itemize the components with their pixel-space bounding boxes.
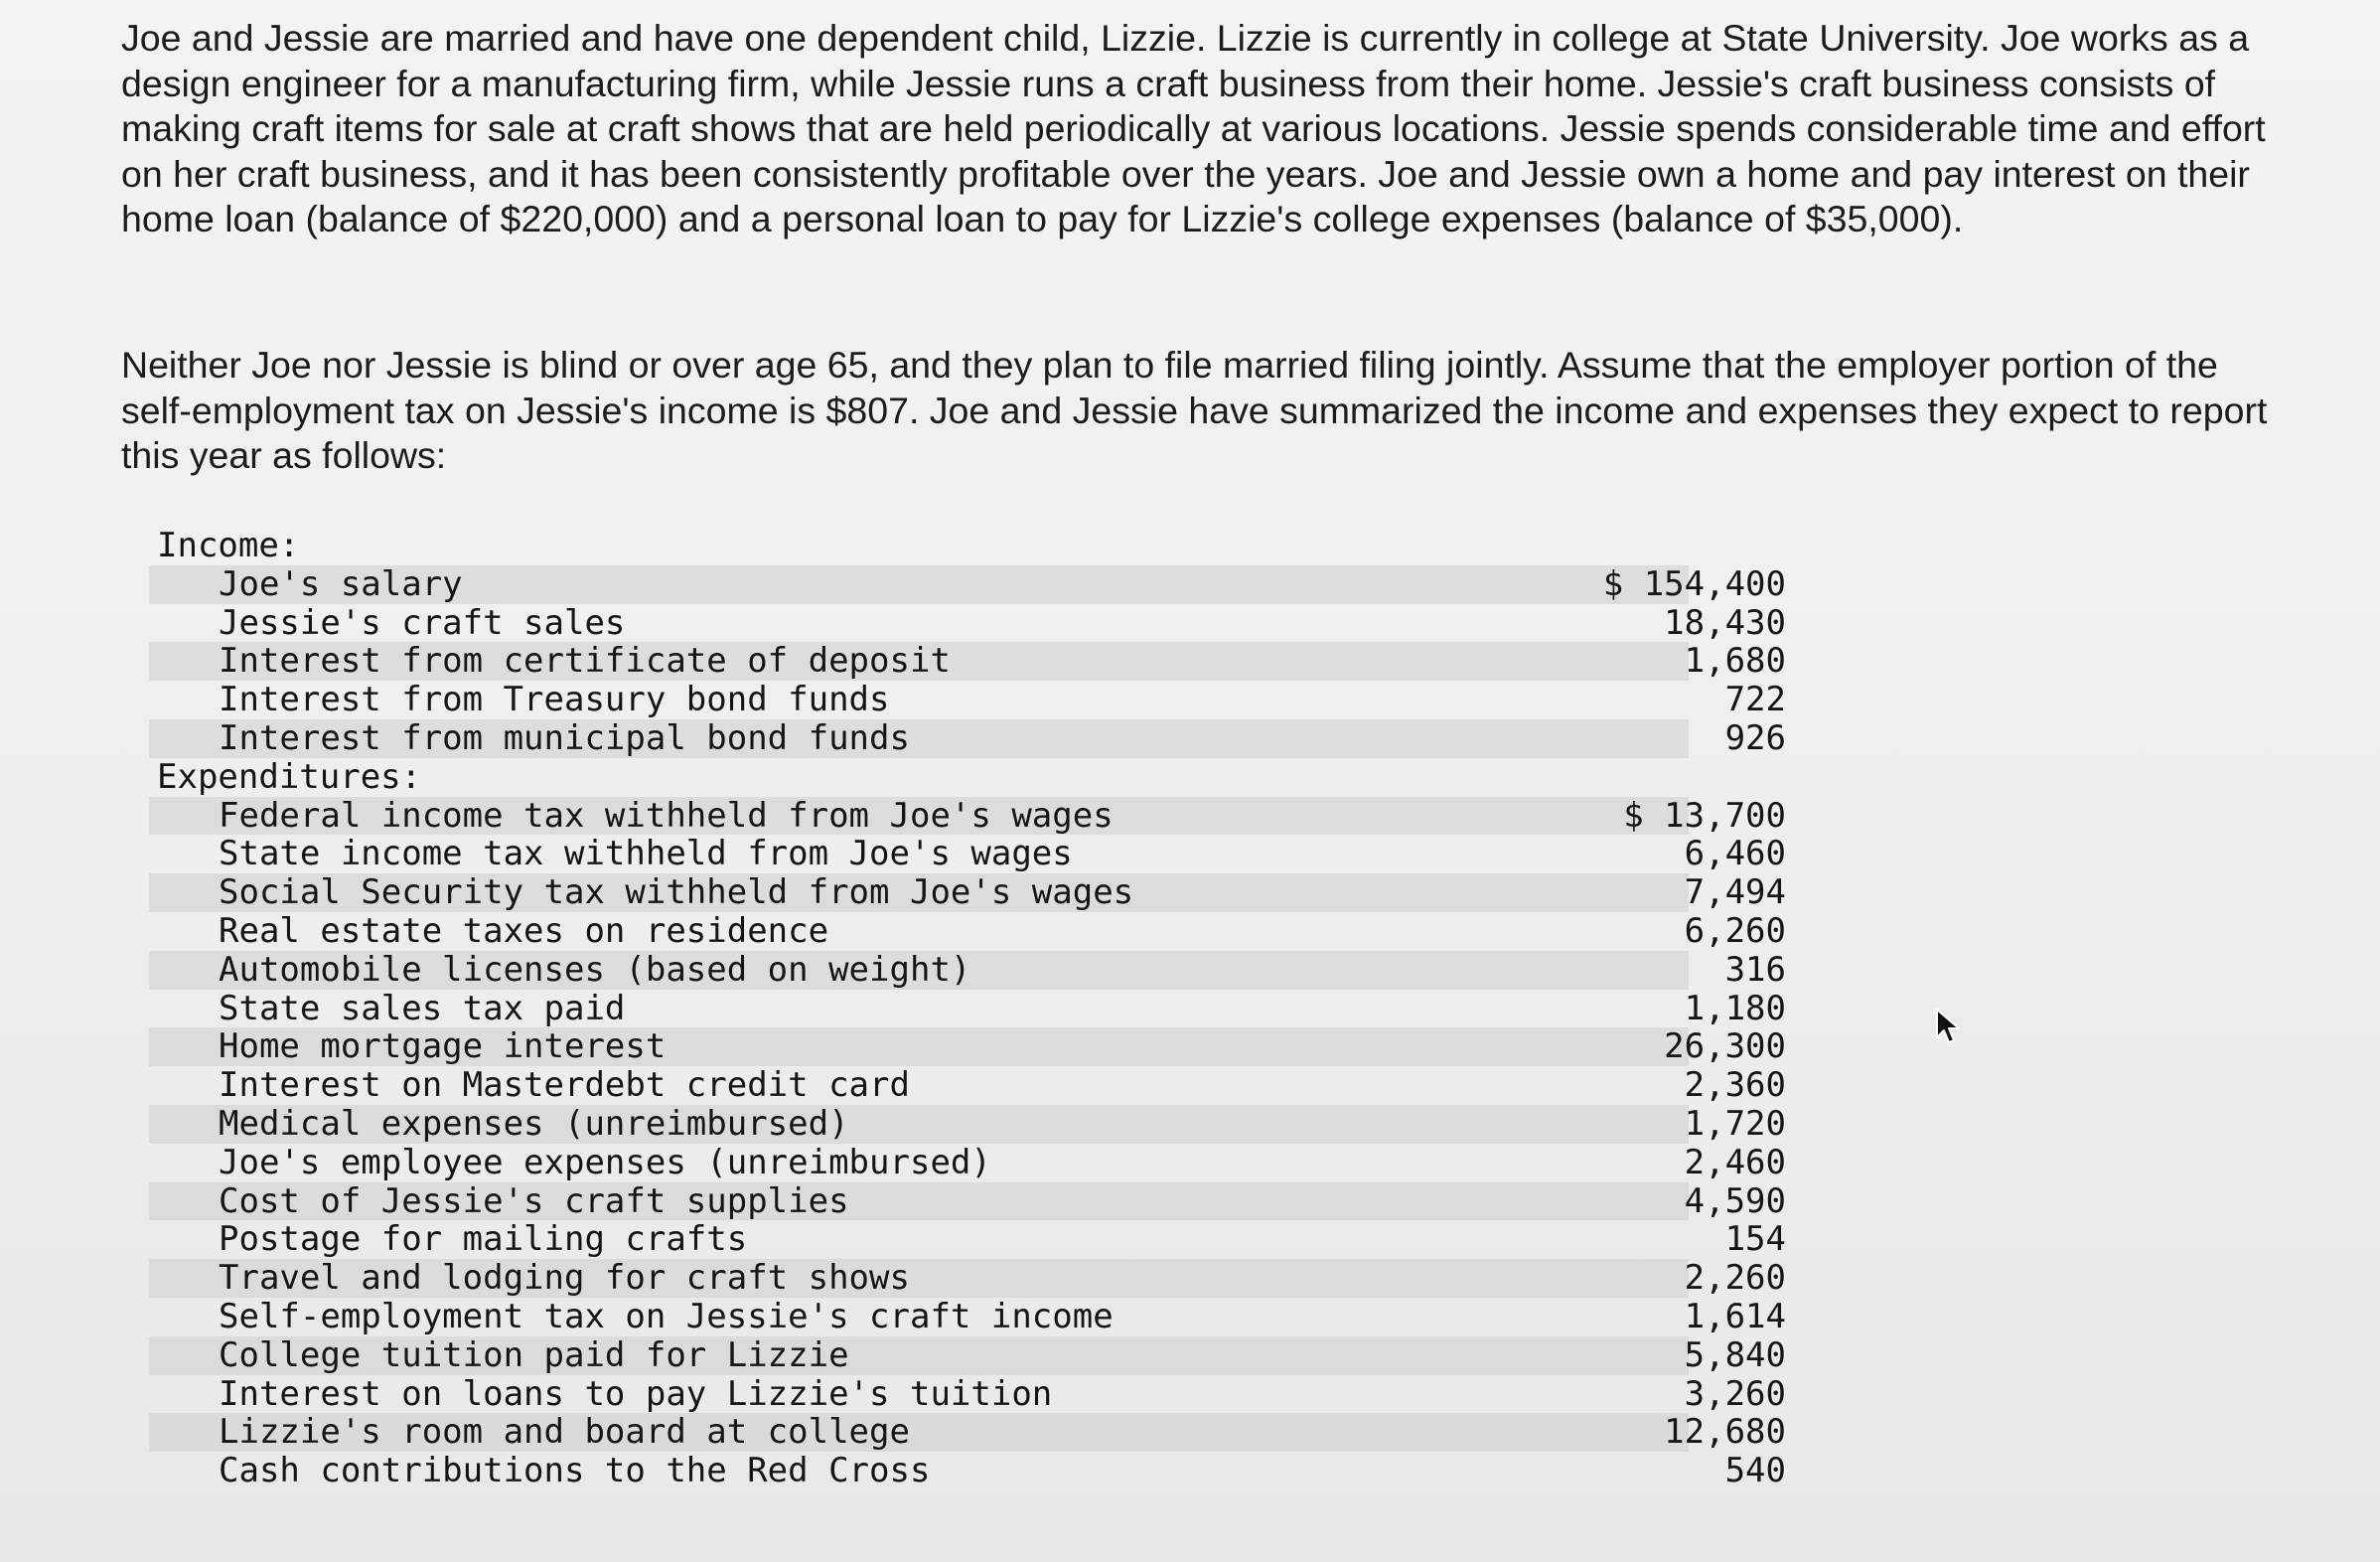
- table-row: [149, 1026, 1786, 1067]
- row-value: 2,260: [1684, 1258, 1786, 1299]
- row-label: Lizzie's room and board at college: [219, 1412, 910, 1453]
- row-label: Interest from municipal bond funds: [219, 717, 910, 758]
- table-row: [149, 602, 1786, 643]
- row-label: Joe's salary: [219, 563, 463, 604]
- mouse-pointer-icon: [1935, 1008, 1969, 1047]
- table-row: [149, 1334, 1786, 1375]
- row-value: 1,720: [1684, 1103, 1786, 1144]
- table-row: [149, 1142, 1786, 1182]
- row-label: Interest on loans to pay Lizzie's tuition: [219, 1373, 1053, 1414]
- table-row: [149, 1451, 1786, 1491]
- row-label: Social Security tax withheld from Joe's wages: [219, 872, 1134, 913]
- row-label: Cost of Jessie's craft supplies: [219, 1180, 849, 1221]
- row-label: Automobile licenses (based on weight): [219, 949, 971, 990]
- table-row: [149, 680, 1786, 720]
- row-value: 316: [1724, 949, 1786, 990]
- row-label: Home mortgage interest: [219, 1026, 667, 1067]
- row-value: 7,494: [1684, 872, 1786, 913]
- income-heading-row: [149, 527, 1689, 565]
- table-row: [149, 1219, 1786, 1260]
- row-label: Real estate taxes on residence: [219, 910, 829, 951]
- row-value: 18,430: [1664, 602, 1786, 643]
- row-label: Cash contributions to the Red Cross: [219, 1451, 931, 1491]
- row-value: $ 13,700: [1623, 795, 1786, 836]
- row-label: Travel and lodging for craft shows: [219, 1258, 910, 1299]
- row-value: 3,260: [1684, 1373, 1786, 1414]
- row-value: 154: [1724, 1219, 1786, 1260]
- table-row: [149, 1103, 1786, 1144]
- row-value: $ 154,400: [1602, 563, 1786, 604]
- row-value: 1,680: [1684, 641, 1786, 682]
- table-row: [149, 717, 1786, 758]
- table-row: [149, 1065, 1786, 1106]
- row-value: 540: [1724, 1451, 1786, 1491]
- row-value: 12,680: [1664, 1412, 1786, 1453]
- row-label: State income tax withheld from Joe's wages: [219, 834, 1073, 874]
- row-value: 26,300: [1664, 1026, 1786, 1067]
- table-row: [149, 1180, 1786, 1221]
- income-heading: Income:: [157, 526, 300, 565]
- table-row: [149, 1412, 1786, 1453]
- table-row: [149, 988, 1786, 1028]
- row-value: 2,360: [1684, 1065, 1786, 1106]
- table-row: [149, 1296, 1786, 1336]
- row-label: Postage for mailing crafts: [219, 1219, 748, 1260]
- row-value: 6,460: [1684, 834, 1786, 874]
- income-expense-table: [149, 526, 1786, 1491]
- row-label: Interest from Treasury bond funds: [219, 680, 890, 720]
- expenditures-heading: Expenditures:: [157, 756, 422, 797]
- table-row: [149, 1373, 1786, 1414]
- row-value: 6,260: [1684, 910, 1786, 951]
- row-label: Interest on Masterdebt credit card: [219, 1065, 910, 1106]
- row-value: 926: [1724, 717, 1786, 758]
- row-label: Interest from certificate of deposit: [219, 641, 951, 682]
- table-row: [149, 872, 1786, 913]
- row-value: 1,614: [1684, 1296, 1786, 1336]
- row-label: Jessie's craft sales: [219, 602, 626, 643]
- row-value: 1,180: [1684, 988, 1786, 1028]
- row-value: 5,840: [1684, 1334, 1786, 1375]
- row-label: College tuition paid for Lizzie: [219, 1334, 849, 1375]
- table-row: [149, 1258, 1786, 1299]
- table-row: [149, 795, 1786, 836]
- row-label: Joe's employee expenses (unreimbursed): [219, 1142, 991, 1182]
- row-label: Federal income tax withheld from Joe's wages: [219, 795, 1114, 836]
- table-row: [149, 563, 1786, 604]
- intro-paragraph: Joe and Jessie are married and have one dependent child, Lizzie. Lizzie is currently in college at State University. Joe works as a design engineer for a manufacturing firm, while Jessie runs a craft business from their home. Jessie's craft business consists of making craft items for sale at craft shows that are held periodically at various locations. Jessie spends considerable time and effort on her craft business, and it has been consistently profitable over the years. Joe and Jessie own a home and pay interest on their home loan (balance of $220,000) and a personal loan to pay for Lizzie's college expenses (balance of $35,000).: [121, 17, 2266, 239]
- table-row: [149, 834, 1786, 874]
- row-label: State sales tax paid: [219, 988, 626, 1028]
- table-row: [149, 910, 1786, 951]
- row-value: 2,460: [1684, 1142, 1786, 1182]
- expenditures-heading-row: [149, 758, 1689, 797]
- assumptions-paragraph: Neither Joe nor Jessie is blind or over age 65, and they plan to file married filing jointly. Assume that the employer portion of the self-employment tax on Jessie's income is $807. Joe and Jessie have summarized the income and expenses they expect to report this year as follows:: [121, 344, 2268, 476]
- row-label: Medical expenses (unreimbursed): [219, 1103, 849, 1144]
- table-row: [149, 641, 1786, 682]
- table-row: [149, 949, 1786, 990]
- row-label: Self-employment tax on Jessie's craft income: [219, 1296, 1114, 1336]
- row-value: 722: [1724, 680, 1786, 720]
- row-value: 4,590: [1684, 1180, 1786, 1221]
